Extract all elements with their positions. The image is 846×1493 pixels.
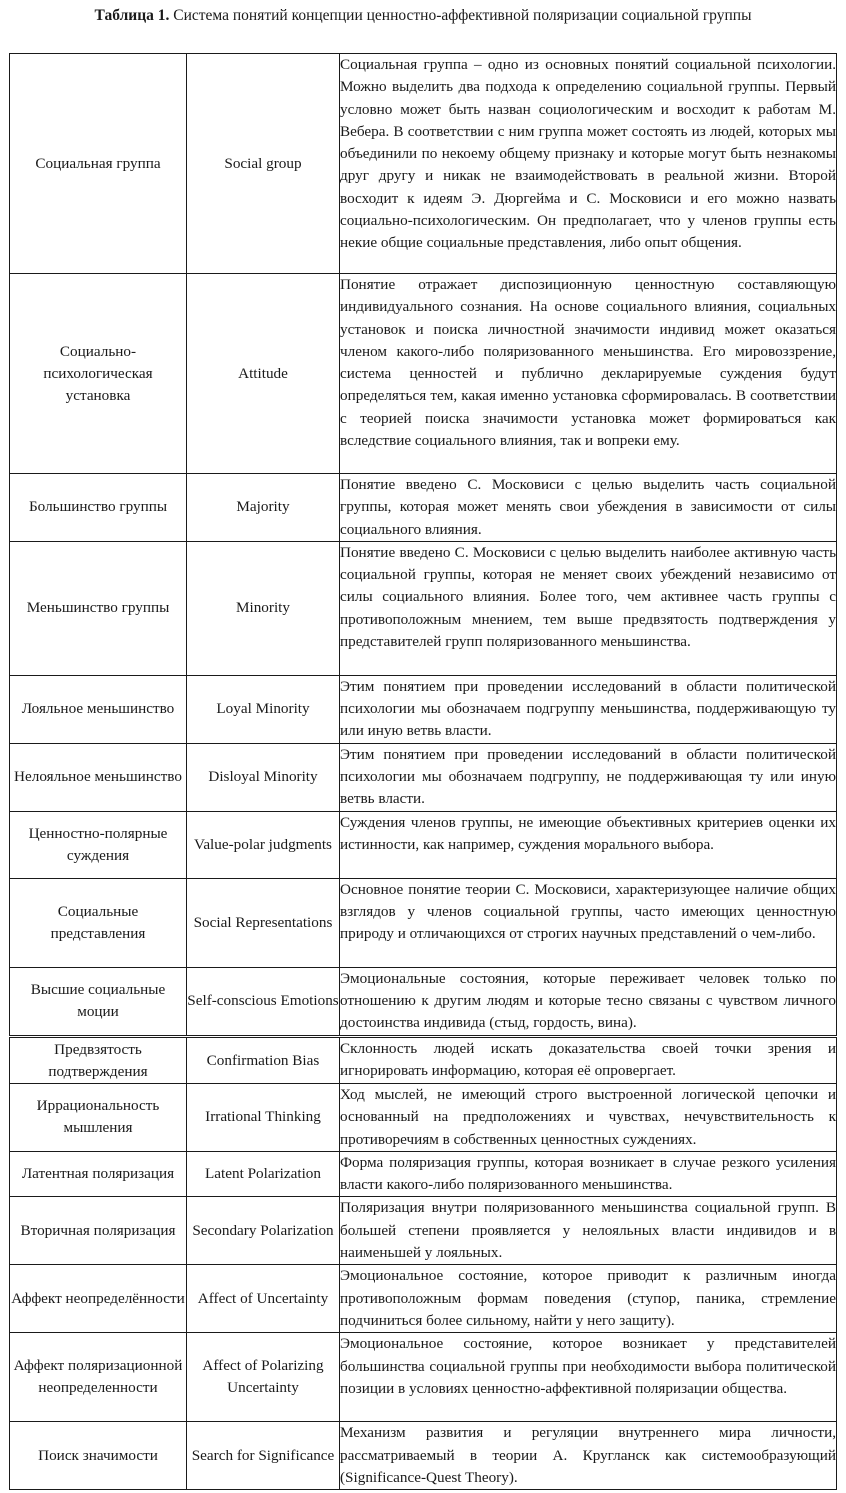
term-definition: Эмоциональное состояние, которое возникает у представителей большинства социальной группы при необходимости выбора политической позиции в условиях ценностно-аффективной поляризации общества. xyxy=(340,1333,837,1422)
term-definition: Социальная группа – одно из основных понятий социальной психологии. Можно выделить два подхода к определению социальной группы. Первый условно может быть назван социологическим и восходит к работам М. Вебера. В соответствии с ним группа может состоять из людей, которых мы объединили по некоему общему признаку и которые могут быть незнакомы друг другу и никак не взаимодействовать в реальной жизни. Второй восходит к идеям Э. Дюргейма и С. Московиси и его можно назвать социально-психологическим. Он предполагает, что у членов группы есть некие общие социальные представления, либо опыт общения. xyxy=(340,54,837,274)
term-en: Affect of Uncertainty xyxy=(187,1265,340,1333)
term-ru: Высшие социальные моции xyxy=(10,967,187,1035)
table-row xyxy=(10,1038,837,1084)
term-definition: Эмоциональное состояние, которое приводит к различным иногда противоположным формам поведения (ступор, паника, стремление подчиниться более сильному, найти у него защиту). xyxy=(340,1265,837,1333)
term-definition: Понятие введено С. Московиси с целью выделить часть социальной группы, которая может менять свои убеждения в зависимости от силы социального влияния. xyxy=(340,474,837,542)
term-ru: Меньшинство группы xyxy=(10,541,187,675)
table-row xyxy=(10,743,837,811)
term-definition: Понятие отражает диспозиционную ценностную составляющую индивидуального сознания. На основе социального влияния, социальных установок и поиска личностной значимости индивид может оказаться членом какого-либо поляризованного меньшинства. Его мировоззрение, система ценностей и публично декларируемые суждения будут определяться тем, какая именно установка сформировалась. В соответствии с теорией поиска значимости установка может формироваться как вследствие социального влияния, так и вопреки ему. xyxy=(340,274,837,474)
term-ru: Социальная группа xyxy=(10,54,187,274)
term-definition: Механизм развития и регуляции внутреннего мира личности, рассматриваемый в теории А. Кругланск как системообразующий (Significance-Quest Theory). xyxy=(340,1422,837,1490)
term-ru: Социально-психологическая установка xyxy=(10,274,187,474)
concepts-table-part-2 xyxy=(9,1037,837,1490)
term-en: Disloyal Minority xyxy=(187,743,340,811)
table-row xyxy=(10,675,837,743)
term-en: Attitude xyxy=(187,274,340,474)
term-ru: Поиск значимости xyxy=(10,1422,187,1490)
term-en: Value-polar judgments xyxy=(187,811,340,878)
table-row xyxy=(10,1265,837,1333)
table-row xyxy=(10,541,837,675)
term-ru: Большинство группы xyxy=(10,474,187,542)
term-ru: Вторичная поляризация xyxy=(10,1197,187,1265)
term-en: Irrational Thinking xyxy=(187,1084,340,1152)
table-title: Система понятий концепции ценностно-аффективной поляризации социальной группы xyxy=(173,7,752,24)
table-row xyxy=(10,1084,837,1152)
concepts-table-part-1 xyxy=(9,53,837,1036)
term-definition: Этим понятием при проведении исследований в области политической психологии мы обозначаем подгруппу меньшинства, поддерживающую ту или иную ветвь власти. xyxy=(340,675,837,743)
term-definition: Понятие введено С. Московиси с целью выделить наиболее активную часть социальной группы, которая не меняет своих убеждений независимо от силы социального влияния. Более того, чем активнее часть группы с противоположным мнением, тем выше предвзятость подтверждения у представителей групп поляризованного меньшинства. xyxy=(340,541,837,675)
term-ru: Нелояльное меньшинство xyxy=(10,743,187,811)
table-row xyxy=(10,274,837,474)
term-en: Search for Significance xyxy=(187,1422,340,1490)
table-row xyxy=(10,878,837,967)
table-label: Таблица 1. xyxy=(94,7,170,24)
term-definition: Суждения членов группы, не имеющие объективных критериев оценки их истинности, как например, суждения морального выбора. xyxy=(340,811,837,878)
term-ru: Латентная поляризация xyxy=(10,1151,187,1197)
term-en: Secondary Polarization xyxy=(187,1197,340,1265)
term-en: Self-conscious Emotions xyxy=(187,967,340,1035)
term-en: Minority xyxy=(187,541,340,675)
term-en: Social Representations xyxy=(187,878,340,967)
table-row xyxy=(10,967,837,1035)
term-definition: Форма поляризация группы, которая возникает в случае резкого усиления власти какого-либо поляризованного меньшинства. xyxy=(340,1151,837,1197)
table-caption xyxy=(0,6,846,26)
term-ru: Иррациональность мышления xyxy=(10,1084,187,1152)
term-en: Loyal Minority xyxy=(187,675,340,743)
term-ru: Аффект поляризационной неопределенности xyxy=(10,1333,187,1422)
table-row xyxy=(10,474,837,542)
term-definition: Ход мыслей, не имеющий строго выстроенной логической цепочки и основанный на предположениях и чувствах, нечувствительность к противоречиям в собственных ценностных суждениях. xyxy=(340,1084,837,1152)
term-ru: Лояльное меньшинство xyxy=(10,675,187,743)
table-row xyxy=(10,1422,837,1490)
term-definition: Поляризация внутри поляризованного меньшинства социальной групп. В большей степени проявляется у нелояльных власти индивидов и в наименьшей у лояльных. xyxy=(340,1197,837,1265)
term-ru: Аффект неопределённости xyxy=(10,1265,187,1333)
term-en: Social group xyxy=(187,54,340,274)
term-en: Confirmation Bias xyxy=(187,1038,340,1084)
term-en: Latent Polarization xyxy=(187,1151,340,1197)
term-definition: Эмоциональные состояния, которые переживает человек только по отношению к другим людям и которые тесно связаны с чувством личного достоинства индивида (стыд, гордость, вина). xyxy=(340,967,837,1035)
term-ru: Предвзятость подтверждения xyxy=(10,1038,187,1084)
table-row xyxy=(10,1333,837,1422)
term-definition: Склонность людей искать доказательства своей точки зрения и игнорировать информацию, которая её опровергает. xyxy=(340,1038,837,1084)
table-row xyxy=(10,54,837,274)
term-definition: Этим понятием при проведении исследований в области политической психологии мы обозначаем подгруппу, не поддерживающая ту или иную ветвь власти. xyxy=(340,743,837,811)
table-row xyxy=(10,1151,837,1197)
term-ru: Социальные представления xyxy=(10,878,187,967)
term-ru: Ценностно-полярные суждения xyxy=(10,811,187,878)
term-en: Majority xyxy=(187,474,340,542)
table-row xyxy=(10,811,837,878)
term-en: Affect of Polarizing Uncertainty xyxy=(187,1333,340,1422)
term-definition: Основное понятие теории С. Московиси, характеризующее наличие общих взглядов у членов социальной группы, часто имеющих ценностную природу и отличающихся от строгих научных представлений о чем-либо. xyxy=(340,878,837,967)
table-row xyxy=(10,1197,837,1265)
